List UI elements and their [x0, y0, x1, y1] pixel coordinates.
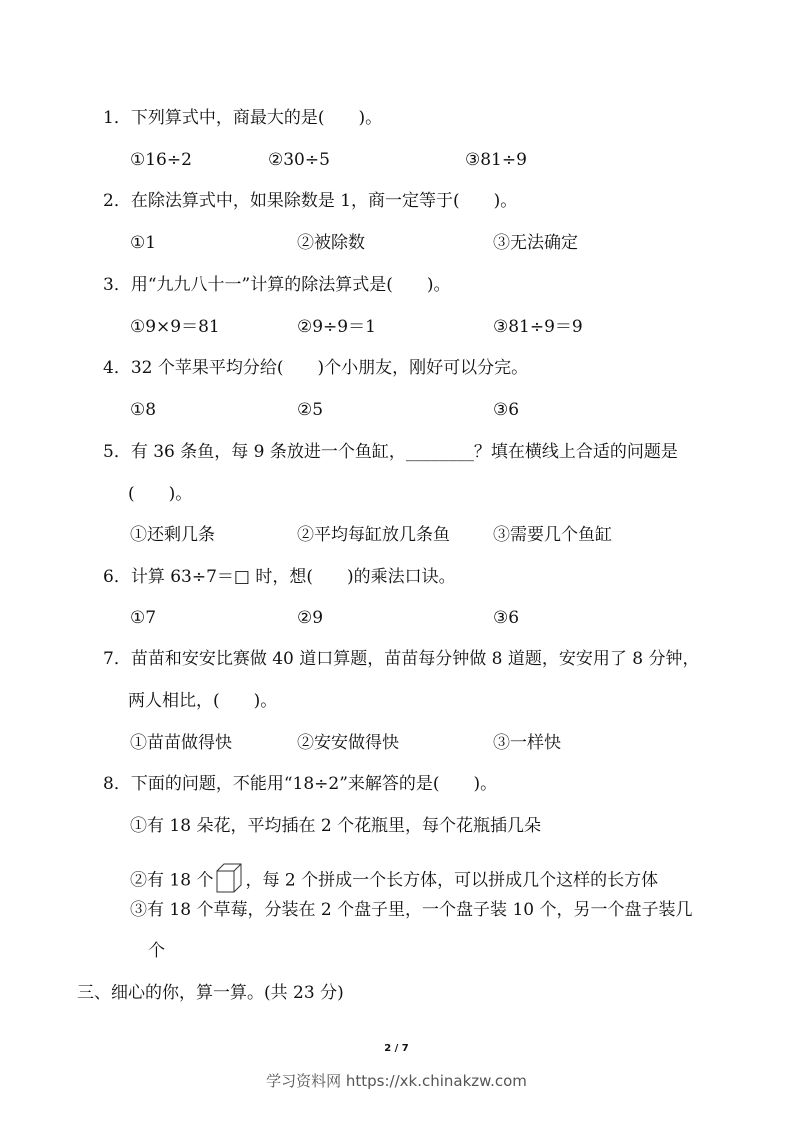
question-2-option-2: ②被除数: [297, 233, 365, 253]
question-7-option-1: ①苗苗做得快: [130, 733, 232, 753]
question-5-option-2: ②平均每缸放几条鱼: [297, 525, 450, 545]
question-8-option-2-pre: ②有 18 个: [130, 870, 214, 891]
question-4-option-1: ①8: [130, 400, 157, 420]
question-3-option-2: ②9÷9＝1: [297, 317, 376, 337]
section-title: 三、细心的你，算一算。(共 23 分): [77, 983, 344, 1003]
question-5-option-1: ①还剩几条: [130, 525, 215, 545]
question-8-option-1: ①有 18 朵花，平均插在 2 个花瓶里，每个花瓶插几朵: [130, 816, 542, 836]
question-7-stem: 7．苗苗和安安比赛做 40 道口算题，苗苗每分钟做 8 道题，安安用了 8 分钟，: [103, 649, 700, 669]
page-number: 2 / 7: [384, 1043, 409, 1054]
question-6-option-1: ①7: [130, 608, 157, 628]
question-2-stem: 2．在除法算式中，如果除数是 1，商一定等于( )。: [103, 191, 518, 211]
question-7-stem-continued: 两人相比，( )。: [128, 691, 278, 711]
footer-watermark: 学习资料网 https://xk.chinakzw.com: [266, 1072, 527, 1090]
question-5-stem: 5．有 36 条鱼，每 9 条放进一个鱼缸，________？填在横线上合适的问题是: [103, 442, 678, 462]
question-3-option-3: ③81÷9＝9: [493, 317, 583, 337]
question-7-option-2: ②安安做得快: [297, 733, 399, 753]
question-1-stem: 1．下列算式中，商最大的是( )。: [103, 108, 383, 128]
question-7-option-3: ③一样快: [493, 733, 561, 753]
question-4-stem: 4．32 个苹果平均分给( )个小朋友，刚好可以分完。: [103, 358, 529, 378]
cube-icon: [215, 862, 243, 900]
question-2-option-3: ③无法确定: [493, 233, 578, 253]
question-8-option-2: [130, 862, 658, 900]
question-6-stem: 6．计算 63÷7＝□ 时，想( )的乘法口诀。: [103, 567, 456, 587]
question-6-option-2: ②9: [297, 608, 324, 628]
question-6-option-3: ③6: [493, 608, 520, 628]
question-1-option-1: ①16÷2: [130, 150, 192, 170]
question-1-option-3: ③81÷9: [465, 150, 527, 170]
question-8-option-3: ③有 18 个草莓，分装在 2 个盘子里，一个盘子装 10 个，另一个盘子装几: [130, 900, 693, 920]
question-3-stem: 3．用“九九八十一”计算的除法算式是( )。: [103, 275, 451, 295]
question-4-option-2: ②5: [297, 400, 324, 420]
question-1-option-2: ②30÷5: [268, 150, 330, 170]
question-2-option-1: ①1: [130, 233, 157, 253]
question-5-stem-continued: ( )。: [128, 484, 193, 504]
question-8-option-2-post: ，每 2 个拼成一个长方体，可以拼成几个这样的长方体: [245, 870, 659, 891]
question-8-stem: 8．下面的问题，不能用“18÷2”来解答的是( )。: [103, 774, 498, 794]
question-5-option-3: ③需要几个鱼缸: [493, 525, 612, 545]
question-4-option-3: ③6: [493, 400, 520, 420]
question-3-option-1: ①9×9＝81: [130, 317, 220, 337]
question-8-option-3-continued: 个: [148, 941, 165, 961]
